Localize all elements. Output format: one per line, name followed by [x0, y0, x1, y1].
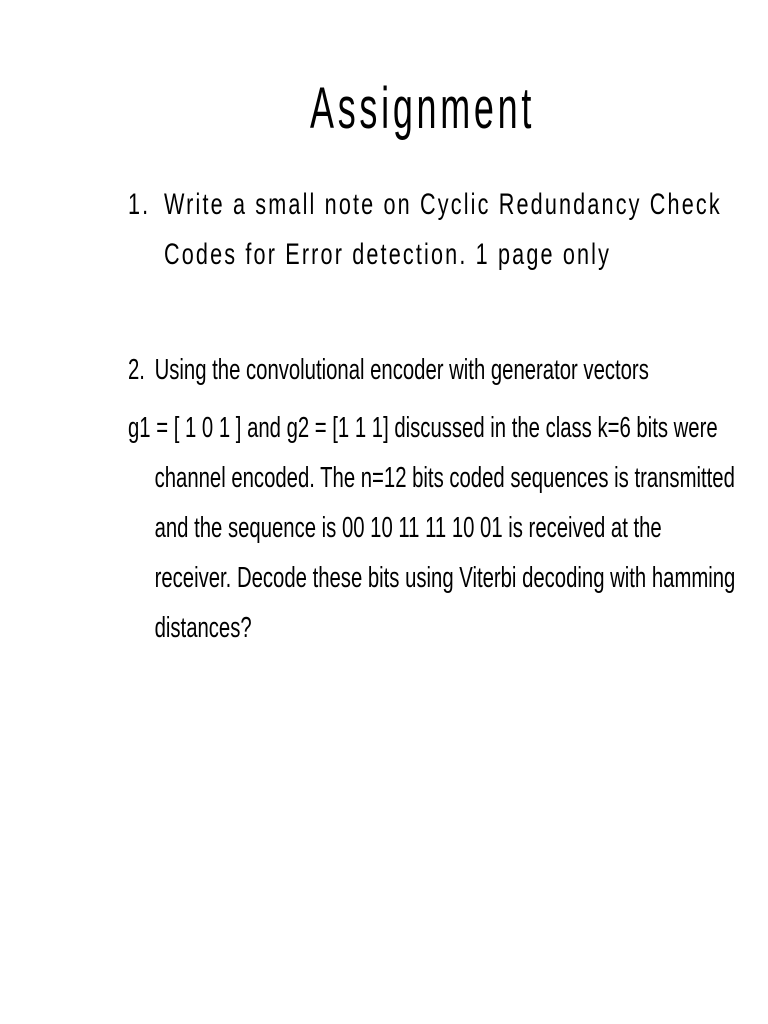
question-2-line-1: Using the convolutional encoder with generator vectors — [154, 354, 649, 386]
question-1-number: 1. — [128, 188, 151, 221]
question-2-number: 2. — [128, 354, 145, 386]
question-2-line-6: distances? — [154, 612, 252, 644]
question-2-line-2: g1 = [ 1 0 1 ] and g2 = [1 1 1] discussed in the class k=6 bits were — [128, 412, 718, 444]
question-2 — [128, 345, 735, 653]
question-2-line-5: receiver. Decode these bits using Viterbi decoding with hamming — [154, 562, 736, 594]
question-2-line-4: and the sequence is 00 10 11 11 10 01 is received at the — [154, 512, 662, 544]
question-2-line-3: channel encoded. The n=12 bits coded sequences is transmitted — [154, 462, 735, 494]
page-title: Assignment — [310, 76, 536, 141]
question-1 — [128, 180, 722, 280]
question-1-line-2: Codes for Error detection. 1 page only — [164, 238, 612, 271]
question-1-line-1: Write a small note on Cyclic Redundancy Check — [164, 188, 722, 221]
